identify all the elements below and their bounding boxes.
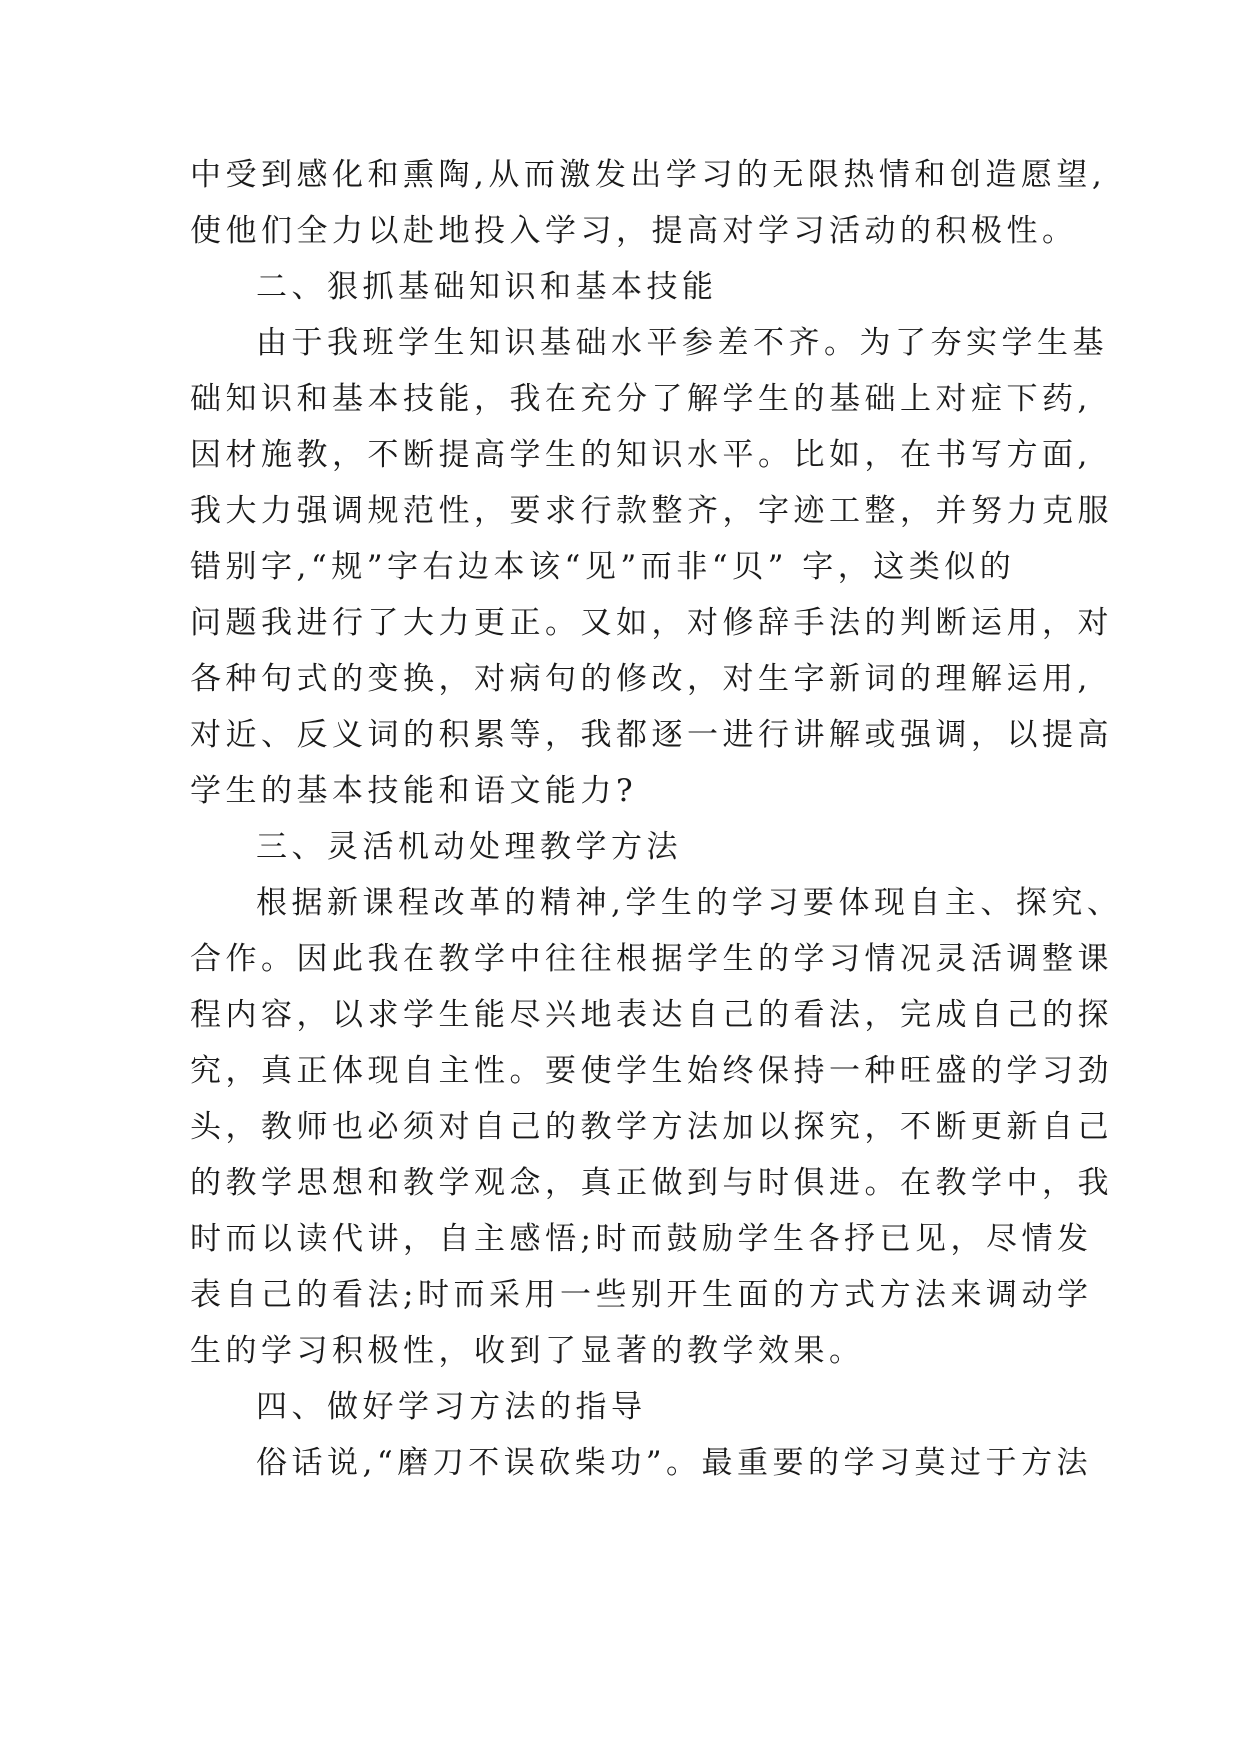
text-line: 生的学习积极性，收到了显著的教学效果。 [190, 1333, 865, 1369]
text-line: 因材施教，不断提高学生的知识水平。比如，在书写方面, [190, 437, 1092, 473]
text-line: 合作。因此我在教学中往往根据学生的学习情况灵活调整课 [190, 941, 1113, 977]
text-line: 错别字,“规”字右边本该“见”而非“贝” 字，这类似的 [190, 549, 1016, 585]
text-line: 时而以读代讲，自主感悟;时而鼓励学生各抒已见，尽情发 [190, 1221, 1093, 1257]
text-line: 表自己的看法;时而采用一些别开生面的方式方法来调动学 [190, 1277, 1093, 1313]
text-line: 学生的基本技能和语文能力? [190, 773, 638, 809]
text-line: 头，教师也必须对自己的教学方法加以探究，不断更新自己 [190, 1109, 1113, 1145]
text-line: 础知识和基本技能，我在充分了解学生的基础上对症下药, [190, 381, 1092, 417]
text-line: 程内容，以求学生能尽兴地表达自己的看法，完成自己的探 [190, 997, 1113, 1033]
section-heading: 三、灵活机动处理教学方法 [256, 829, 682, 865]
text-line: 问题我进行了大力更正。又如，对修辞手法的判断运用，对 [190, 605, 1113, 641]
section-heading: 四、做好学习方法的指导 [256, 1389, 647, 1425]
text-line: 我大力强调规范性，要求行款整齐，字迹工整，并努力克服 [190, 493, 1113, 529]
text-line: 究，真正体现自主性。要使学生始终保持一种旺盛的学习劲 [190, 1053, 1113, 1089]
text-line: 使他们全力以赴地投入学习，提高对学习活动的积极性。 [190, 213, 1078, 249]
text-line: 根据新课程改革的精神,学生的学习要体现自主、探究、 [256, 885, 1123, 921]
section-heading: 二、狠抓基础知识和基本技能 [256, 269, 718, 305]
text-line: 由于我班学生知识基础水平参差不齐。为了夯实学生基 [256, 325, 1108, 361]
text-line: 中受到感化和熏陶,从而激发出学习的无限热情和创造愿望, [190, 157, 1107, 193]
text-line: 俗话说,“磨刀不误砍柴功”。最重要的学习莫过于方法 [256, 1445, 1093, 1481]
text-line: 的教学思想和教学观念，真正做到与时俱进。在教学中，我 [190, 1165, 1113, 1201]
text-line: 各种句式的变换，对病句的修改，对生字新词的理解运用, [190, 661, 1092, 697]
text-line: 对近、反义词的积累等，我都逐一进行讲解或强调，以提高 [190, 717, 1113, 753]
